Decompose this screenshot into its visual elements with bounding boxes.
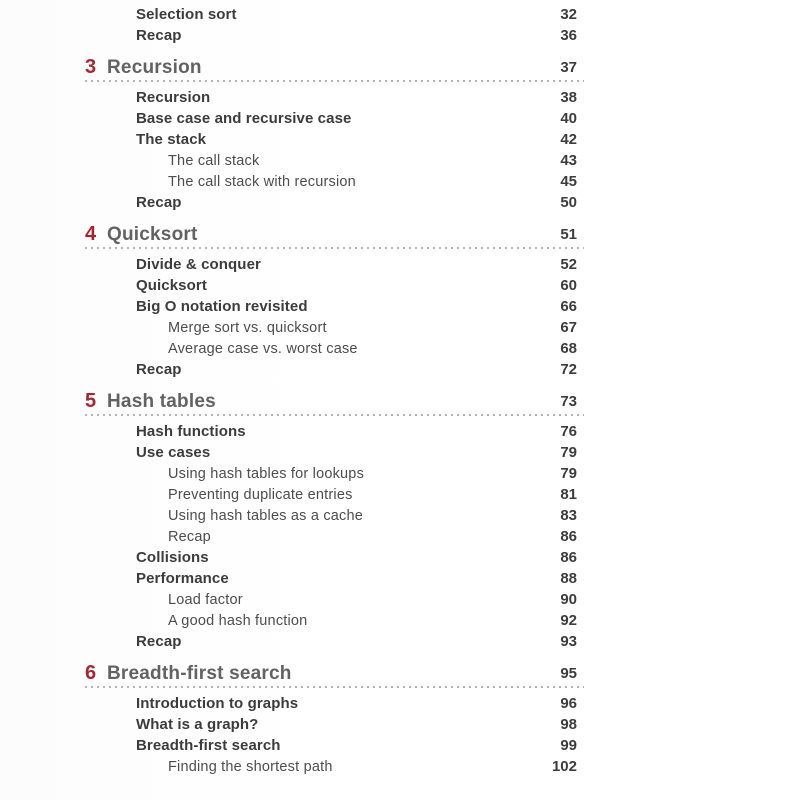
toc-entry xyxy=(85,610,584,631)
toc-entry-label: Load factor xyxy=(168,591,243,608)
toc-entry-page: 68 xyxy=(560,340,577,357)
toc-entry xyxy=(85,714,584,735)
toc-entry-label: Preventing duplicate entries xyxy=(168,486,353,503)
toc-entry-label: Hash functions xyxy=(136,423,246,440)
toc-entry-page: 86 xyxy=(560,528,577,545)
table-of-contents xyxy=(85,4,584,777)
toc-entry xyxy=(85,296,584,317)
toc-entry xyxy=(85,275,584,296)
chapter-title: Recursion xyxy=(107,56,202,78)
chapter-number: 3 xyxy=(85,56,97,78)
dotted-divider xyxy=(85,247,584,249)
chapter-title: Breadth-first search xyxy=(107,662,292,684)
toc-entry-label: Base case and recursive case xyxy=(136,110,352,127)
chapter-title: Hash tables xyxy=(107,390,216,412)
toc-entry-label: Collisions xyxy=(136,549,209,566)
toc-entry-label: Average case vs. worst case xyxy=(168,340,358,357)
toc-entry-label: Breadth-first search xyxy=(136,737,281,754)
toc-entry xyxy=(85,631,584,652)
toc-entry-page: 43 xyxy=(560,152,577,169)
toc-entry xyxy=(85,254,584,275)
toc-entry xyxy=(85,421,584,442)
chapter-page: 73 xyxy=(560,393,577,410)
toc-entry-page: 90 xyxy=(560,591,577,608)
toc-entry xyxy=(85,192,584,213)
chapter-title: Quicksort xyxy=(107,223,198,245)
toc-entry-page: 40 xyxy=(560,110,577,127)
toc-entry-page: 50 xyxy=(560,194,577,211)
toc-entry xyxy=(85,25,584,46)
toc-entry-page: 83 xyxy=(560,507,577,524)
toc-entry-page: 60 xyxy=(560,277,577,294)
toc-entry xyxy=(85,756,584,777)
toc-entry-label: Using hash tables as a cache xyxy=(168,507,364,524)
dotted-divider xyxy=(85,80,584,82)
toc-entry-page: 102 xyxy=(551,758,577,775)
toc-entry xyxy=(85,505,584,526)
toc-entry xyxy=(85,442,584,463)
toc-entry-page: 32 xyxy=(560,6,577,23)
dotted-divider xyxy=(85,414,584,416)
chapter-heading xyxy=(85,662,584,685)
toc-entry-label: The call stack with recursion xyxy=(168,173,356,190)
toc-entry xyxy=(85,338,584,359)
toc-entry-page: 92 xyxy=(560,612,577,629)
toc-entry-label: Recap xyxy=(168,528,211,545)
toc-entry-label: Merge sort vs. quicksort xyxy=(168,319,327,336)
toc-entry xyxy=(85,693,584,714)
toc-entry-label: Recap xyxy=(136,633,182,650)
toc-entry xyxy=(85,150,584,171)
chapter-number: 4 xyxy=(85,223,97,245)
chapter-page: 51 xyxy=(560,226,577,243)
toc-entry xyxy=(85,735,584,756)
toc-entry-page: 86 xyxy=(560,549,577,566)
toc-entry-label: Finding the shortest path xyxy=(168,758,333,775)
toc-entry xyxy=(85,4,584,25)
toc-entry-label: A good hash function xyxy=(168,612,308,629)
chapter-heading xyxy=(85,223,584,246)
toc-entry-page: 98 xyxy=(560,716,577,733)
toc-entry-page: 45 xyxy=(560,173,577,190)
toc-entry-label: Selection sort xyxy=(136,6,237,23)
toc-entry-page: 66 xyxy=(560,298,577,315)
toc-entry xyxy=(85,317,584,338)
toc-entry-page: 76 xyxy=(560,423,577,440)
dotted-divider xyxy=(85,686,584,688)
toc-entry-label: Big O notation revisited xyxy=(136,298,308,315)
toc-entry-page: 93 xyxy=(560,633,577,650)
chapter-number: 6 xyxy=(85,662,97,684)
toc-entry-label: Quicksort xyxy=(136,277,207,294)
chapter-heading xyxy=(85,56,584,79)
toc-entry-label: Recap xyxy=(136,361,182,378)
toc-entry-label: Recap xyxy=(136,27,182,44)
toc-entry-label: Recursion xyxy=(136,89,211,106)
chapter-heading xyxy=(85,390,584,413)
toc-entry-label: The stack xyxy=(136,131,207,148)
toc-entry-label: Recap xyxy=(136,194,182,211)
toc-entry xyxy=(85,484,584,505)
toc-entry xyxy=(85,463,584,484)
toc-entry-page: 81 xyxy=(560,486,577,503)
toc-entry xyxy=(85,108,584,129)
chapter-page: 95 xyxy=(560,665,577,682)
toc-entry-label: What is a graph? xyxy=(136,716,259,733)
toc-entry-label: Use cases xyxy=(136,444,211,461)
toc-entry-page: 36 xyxy=(560,27,577,44)
toc-entry xyxy=(85,568,584,589)
toc-entry-label: The call stack xyxy=(168,152,260,169)
toc-entry-page: 79 xyxy=(560,465,577,482)
chapter-number: 5 xyxy=(85,390,97,412)
chapter-page: 37 xyxy=(560,59,577,76)
toc-entry-page: 96 xyxy=(560,695,577,712)
toc-entry-page: 52 xyxy=(560,256,577,273)
toc-entry-page: 42 xyxy=(560,131,577,148)
toc-entry-page: 72 xyxy=(560,361,577,378)
toc-entry-page: 38 xyxy=(560,89,577,106)
toc-entry xyxy=(85,87,584,108)
toc-entry xyxy=(85,359,584,380)
toc-entry-label: Using hash tables for lookups xyxy=(168,465,365,482)
toc-entry xyxy=(85,589,584,610)
toc-entry-label: Divide & conquer xyxy=(136,256,261,273)
toc-entry xyxy=(85,171,584,192)
toc-entry-page: 79 xyxy=(560,444,577,461)
toc-entry-page: 88 xyxy=(560,570,577,587)
toc-entry-page: 67 xyxy=(560,319,577,336)
toc-entry xyxy=(85,547,584,568)
toc-entry xyxy=(85,526,584,547)
toc-entry-label: Introduction to graphs xyxy=(136,695,299,712)
toc-entry-label: Performance xyxy=(136,570,229,587)
toc-entry-page: 99 xyxy=(560,737,577,754)
toc-entry xyxy=(85,129,584,150)
